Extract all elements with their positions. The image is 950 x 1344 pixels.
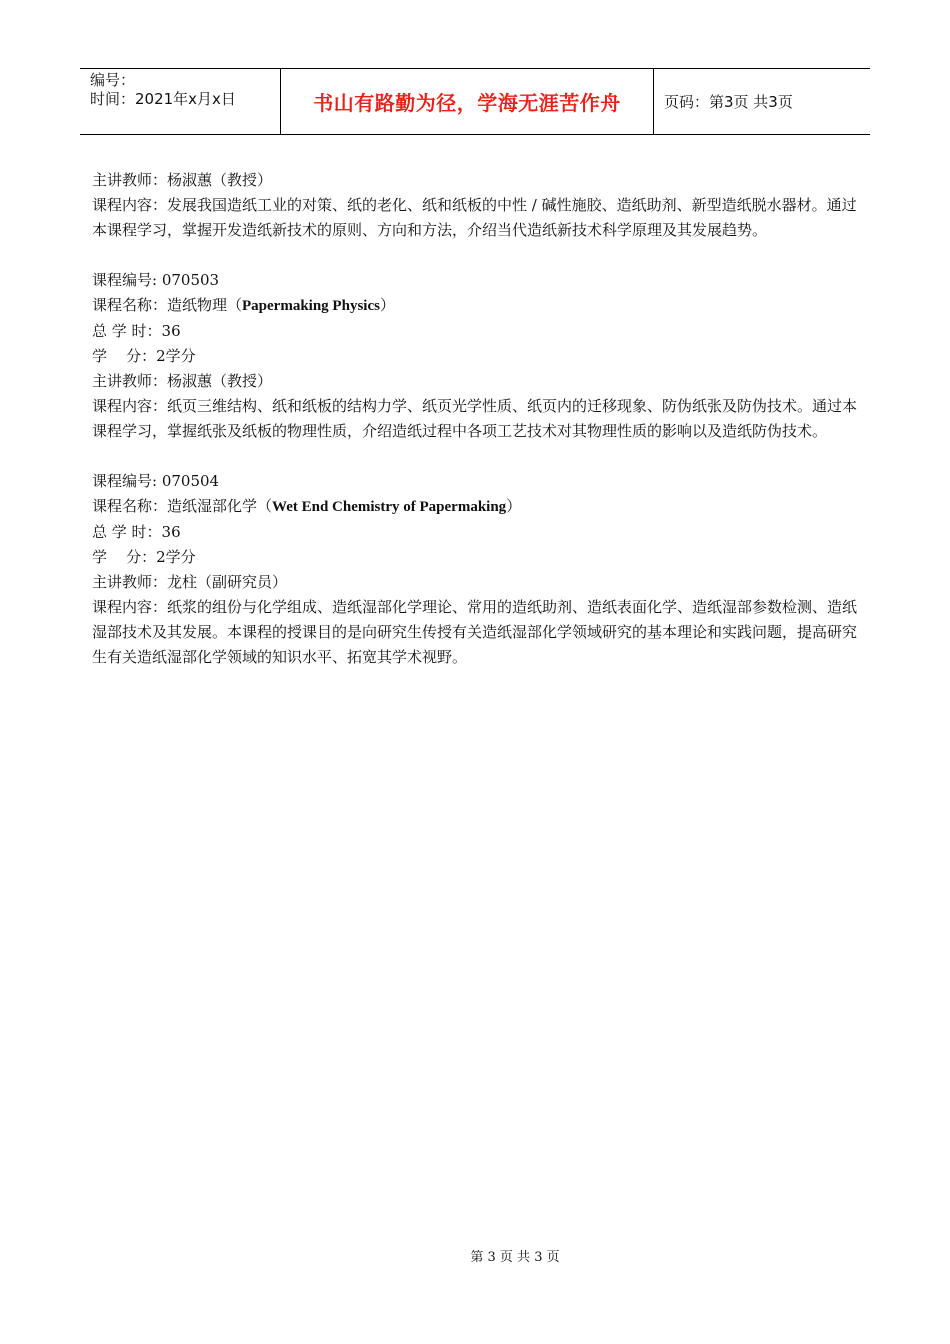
course-hours: 总 学 时：36: [92, 523, 181, 541]
course-teacher: 主讲教师：龙柱（副研究员）: [92, 573, 288, 591]
course-hours: 总 学 时：36: [92, 322, 181, 340]
header-motto: 书山有路勤为径，学海无涯苦作舟: [281, 69, 654, 134]
header-page-label: 页码：第3页 共3页: [664, 93, 793, 111]
section-gap: [92, 243, 862, 268]
section-gap: [92, 444, 862, 469]
course-name-prefix: 课程名称：造纸物理（: [92, 296, 243, 314]
page-footer: 第 3 页 共 3 页: [470, 1250, 560, 1265]
course-teacher: 主讲教师：杨淑蕙（教授）: [92, 372, 273, 390]
course-name: [92, 293, 862, 319]
course-content: 课程内容：纸页三维结构、纸和纸板的结构力学、纸页光学性质、纸页内的迁移现象、防伪纸张及防伪技术。通过本课程学习，掌握纸张及纸板的物理性质，介绍造纸过程中各项工艺技术对其物理性质的影响以及造纸防伪技术。: [92, 397, 858, 440]
course-content: 课程内容：纸浆的组份与化学组成、造纸湿部化学理论、常用的造纸助剂、造纸表面化学、造纸湿部参数检测、造纸湿部技术及其发展。本课程的授课目的是向研究生传授有关造纸湿部化学领域研究的基本理论和实践问题，提高研究生有关造纸湿部化学领域的知识水平、拓宽其学术视野。: [92, 598, 858, 666]
course-teacher: 主讲教师：杨淑蕙（教授）: [92, 171, 273, 189]
document-number-label: 编号：: [90, 71, 136, 89]
course-name: [92, 494, 862, 520]
course-name-suffix: ）: [506, 497, 522, 515]
page-header: [80, 68, 870, 135]
course-credits: 学 分：2学分: [92, 347, 196, 365]
course-name-english: Papermaking Physics: [242, 298, 380, 314]
course-credits: 学 分：2学分: [92, 548, 196, 566]
course-name-english: Wet End Chemistry of Papermaking: [272, 499, 507, 515]
document-time-label: 时间：2021年x月x日: [90, 90, 236, 108]
course-content: 课程内容：发展我国造纸工业的对策、纸的老化、纸和纸板的中性 / 碱性施胶、造纸助剂、新型造纸脱水器材。通过本课程学习，掌握开发造纸新技术的原则、方向和方法，介绍当代造纸新技术科学原理及其发展趋势。: [92, 196, 857, 239]
course-name-suffix: ）: [379, 296, 395, 314]
document-body: [92, 168, 862, 670]
course-code: 课程编号: 070504: [92, 472, 220, 490]
course-name-prefix: 课程名称：造纸湿部化学（: [92, 497, 273, 515]
header-meta: [80, 69, 281, 134]
course-code: 课程编号: 070503: [92, 271, 220, 289]
